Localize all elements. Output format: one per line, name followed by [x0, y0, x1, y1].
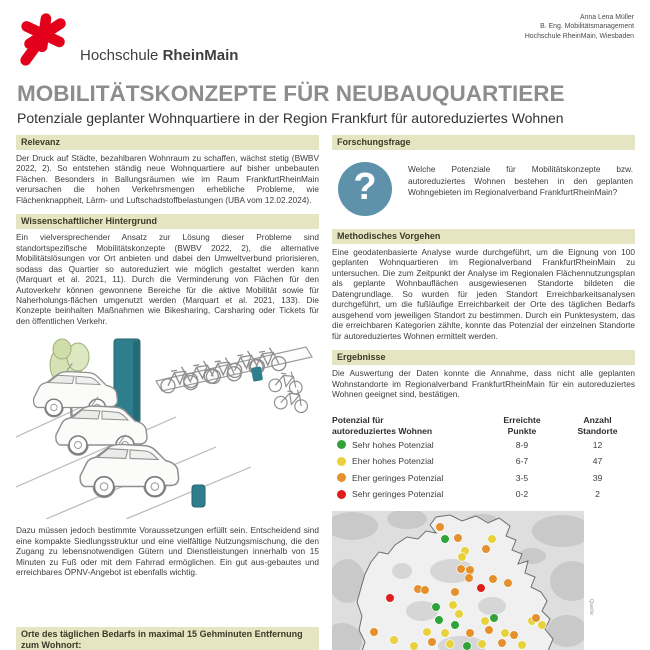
section-heading-forschungsfrage: Forschungsfrage — [332, 135, 635, 150]
map-dot — [477, 583, 486, 592]
map-dot — [466, 565, 475, 574]
row-points: 3-5 — [515, 472, 529, 483]
left-column — [16, 135, 319, 650]
author-degree: B. Eng. Mobilitätsmanagement — [540, 23, 634, 31]
map-dot — [454, 533, 463, 542]
map-dot — [455, 609, 464, 618]
section-heading-hintergrund: Wissenschaftlicher Hintergrund — [16, 214, 319, 229]
teal-post-illustration — [192, 485, 205, 507]
map-canvas — [332, 511, 584, 650]
relevanz-text: Der Druck auf Städte, bezahlbaren Wohnraum zu schaffen, wächst stetig (BWBV 2022, 2). So entstehen ständig neue Wohnquartiere auf bisher unbebauten Flächen. Besonders in Ballungsräumen wie im Raum FrankfurtRheinMain verursachen die hohen Verkehrsmengen erhebliche Probleme, wie Flächenknappheit, Lärm- und Luftschadstoffbelastungen (UBA vom 12.02.2024). — [16, 153, 319, 205]
mobility-illustration — [16, 337, 319, 519]
map-dot — [370, 627, 379, 636]
row-label: Sehr geringes Potenzial — [352, 489, 444, 500]
header — [0, 0, 650, 68]
table-row — [332, 437, 635, 454]
row-label: Sehr hohes Potenzial — [352, 439, 434, 450]
research-question-block — [332, 153, 635, 224]
legend-dot-yellow — [337, 457, 346, 466]
map-dot — [498, 638, 507, 647]
map-dot — [421, 585, 430, 594]
logo-text-bold: RheinMain — [162, 47, 239, 64]
map-dot — [390, 635, 399, 644]
map-dot — [478, 639, 487, 648]
map-dot — [518, 640, 527, 649]
map-dot — [432, 602, 441, 611]
section-heading-ergebnisse: Ergebnisse — [332, 350, 635, 365]
table-row — [332, 486, 635, 503]
asterisk-logo-icon — [16, 10, 74, 68]
legend-dot-green — [337, 440, 346, 449]
map-dot — [451, 587, 460, 596]
map-dot — [436, 522, 445, 531]
row-count: 12 — [592, 439, 603, 450]
hintergrund-text: Ein vielversprechender Ansatz zur Lösung dieser Probleme sind standortspezifische Mobilitätskonzepte (BWBV 2022, 2), die alternative Mobilitätslösungen vor Ort anbieten und dabei den Umweltverbund priorisieren, sodass das Quartier so autoreduziert wie möglich gestaltet werden kann (Marquart et al. 2021, 11). Durch die Verminderung von Flächen für den Autoverkehr können gewonnene Bereiche für die aktive Mobilität sowie für Naherholungs-flächen umgenutzt werden (Marquart et al. 2021, 133). Die Konzepte beinhalten Maßnahmen wie Bikesharing, Carsharing oder Tickets für den öffentlichen Verkehr. — [16, 232, 319, 326]
page-title: MOBILITÄTSKONZEPTE FÜR NEUBAUQUARTIERE — [17, 81, 565, 106]
row-label: Eher hohes Potenzial — [352, 456, 434, 467]
table-row — [332, 453, 635, 470]
row-label: Eher geringes Potenzial — [352, 472, 444, 483]
map-dot — [457, 564, 466, 573]
col-header-potenzial: Potenzial für autoreduziertes Wohnen — [332, 415, 433, 437]
map-dot — [481, 616, 490, 625]
map-dot — [466, 628, 475, 637]
map-dot — [489, 574, 498, 583]
row-points: 8-9 — [515, 439, 529, 450]
bike-rack-illustration — [156, 346, 312, 414]
map-dot — [458, 552, 467, 561]
row-count: 47 — [592, 456, 603, 467]
legend-dot-red — [337, 490, 346, 499]
map-dot — [435, 615, 444, 624]
map-dot — [451, 620, 460, 629]
col-header-punkte: Erreichte Punkte — [503, 415, 541, 437]
section-heading-relevanz: Relevanz — [16, 135, 319, 150]
col-header-standorte: Anzahl Standorte — [577, 415, 618, 437]
map-dot — [504, 578, 513, 587]
hochschule-rheinmain-logo — [16, 10, 238, 68]
question-mark-icon: ? — [338, 162, 392, 216]
author-name: Anna Lena Müller — [579, 14, 634, 21]
logo-text-regular: Hochschule — [80, 47, 159, 64]
map-dot — [482, 544, 491, 553]
map-dot — [428, 637, 437, 646]
region-map — [332, 511, 635, 650]
map-source-caption: Quelle: — [588, 598, 594, 617]
section-heading-orte: Orte des täglichen Bedarfs in maximal 15 Gehminuten Entfernung zum Wohnort: — [16, 627, 319, 650]
row-count: 2 — [595, 489, 600, 500]
map-dot — [423, 627, 432, 636]
logo-text — [80, 47, 238, 68]
row-points: 6-7 — [515, 456, 529, 467]
title-block — [0, 81, 650, 126]
content-columns — [0, 135, 650, 650]
results-table-header — [332, 415, 635, 436]
author-block — [525, 10, 634, 41]
methodik-text: Eine geodatenbasierte Analyse wurde durchgeführt, um die Eignung von 100 geplanten Wohnquartieren im Regionalverband FrankfurtRheinMain zu untersuchen. Die zum Zeitpunkt der Analyse im Regionalen Flächennutzungsplan als geplante Wohnbauflächen ausgewiesenen Standorte bildeten die Datengrundlage. So wurden für jeden Standort Erreichbarkeitsanalysen durchgeführt, um die fußläufige Erreichbarkeit der Orte des täglichen Bedarfs ausgehend vom jeweiligen Standort zu bestimmen. Durch ein Punktesystem, das die erreichbaren Kategorien zählte, konnte das Potenzial der einzelnen Standorte für autoreduziertes Wohnen ermittelt werden. — [332, 247, 635, 341]
map-dot — [501, 628, 510, 637]
section-heading-methodik: Methodisches Vorgehen — [332, 229, 635, 244]
research-question-text: Welche Potenziale für Mobilitätskonzepte bzw. autoreduziertes Wohnen bestehen in den geplanten Wohngebieten im Regionalverband FrankfurtRheinMain? — [408, 164, 633, 198]
map-dot — [446, 639, 455, 648]
map-dot — [441, 628, 450, 637]
map-dot — [441, 534, 450, 543]
map-dot — [532, 613, 541, 622]
map-dot — [538, 620, 547, 629]
row-points: 0-2 — [515, 489, 529, 500]
map-dot — [465, 573, 474, 582]
page-subtitle: Potenziale geplanter Wohnquartiere in der Region Frankfurt für autoreduziertes Wohnen — [17, 110, 564, 126]
table-row — [332, 470, 635, 487]
results-table — [332, 415, 635, 502]
right-column — [332, 135, 635, 650]
map-dot — [485, 625, 494, 634]
row-count: 39 — [592, 472, 603, 483]
voraussetzungen-text: Dazu müssen jedoch bestimmte Voraussetzungen erfüllt sein. Entscheidend sind eine kompakte Siedlungsstruktur und eine vielfältige Nutzungsmischung, die den Zugang zu lebensnotwendigen Gütern und Dienstleistungen innerhalb von 15 Minuten zu Fuß oder mit dem Fahrrad ermöglichen. Ein gut aus-gebautes und erreichbares ÖPNV-Angebot ist ebenfalls wichtig. — [16, 525, 319, 578]
map-dot — [386, 593, 395, 602]
map-dot — [488, 534, 497, 543]
author-institution: Hochschule RheinMain, Wiesbaden — [524, 32, 634, 40]
map-dot — [463, 641, 472, 650]
ergebnisse-text: Die Auswertung der Daten konnte die Annahme, dass nicht alle geplanten Wohnstandorte im Regionalverband FrankfurtRheinMain für ein autoreduziertes Wohnen geeignet sind, bestätigen. — [332, 368, 635, 399]
map-dot — [490, 613, 499, 622]
map-dot — [410, 641, 419, 650]
map-dot — [449, 600, 458, 609]
map-dot — [510, 630, 519, 639]
legend-dot-orange — [337, 473, 346, 482]
